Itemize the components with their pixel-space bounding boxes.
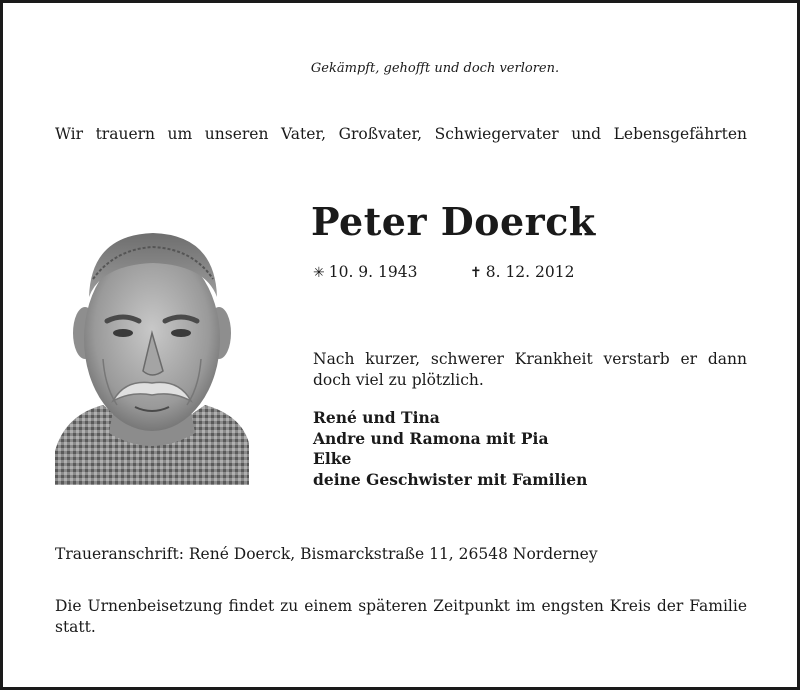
death-date-text: 8. 12. 2012 bbox=[485, 263, 575, 281]
birth-star-icon: ✳ bbox=[313, 265, 325, 281]
mourners-list bbox=[313, 408, 587, 490]
intro-line: Wir trauern um unseren Vater, Großvater, Schwiegervater und Lebensgefährten bbox=[55, 125, 747, 143]
death-cross-icon: ✝ bbox=[470, 265, 482, 281]
mourner-line: deine Geschwister mit Familien bbox=[313, 469, 588, 489]
birth-date bbox=[313, 263, 417, 281]
motto: Gekämpft, gehofft und doch verloren. bbox=[310, 61, 560, 76]
deceased-name: Peter Doerck bbox=[311, 199, 596, 244]
mourner-line: Andre und Ramona mit Pia bbox=[313, 428, 549, 448]
message: Nach kurzer, schwerer Krankheit verstarb er dann doch viel zu plötzlich. bbox=[313, 350, 747, 389]
mourning-address: Traueranschrift: René Doerck, Bismarckstraße 11, 26548 Norderney bbox=[55, 545, 598, 563]
mourner-line: Elke bbox=[313, 449, 352, 468]
mourner-line: René und Tina bbox=[313, 408, 440, 427]
burial-info: Die Urnenbeisetzung findet zu einem späteren Zeitpunkt im engsten Kreis der Familie statt. bbox=[55, 597, 747, 636]
portrait-photo bbox=[55, 229, 249, 485]
death-date bbox=[470, 263, 574, 281]
birth-date-text: 10. 9. 1943 bbox=[328, 263, 418, 281]
